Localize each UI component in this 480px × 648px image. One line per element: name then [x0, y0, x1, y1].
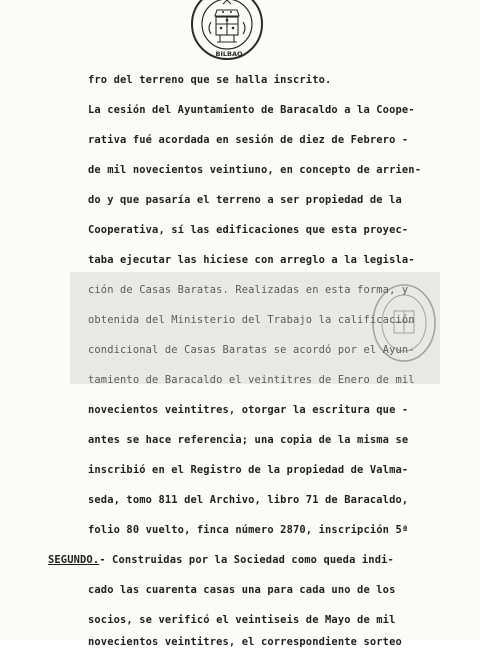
text-line: seda, tomo 811 del Archivo, libro 71 de Baracaldo, — [88, 494, 409, 506]
text-line: de mil novecientos veintiuno, en concepto de arrien- — [88, 164, 422, 176]
text-line: inscribió en el Registro de la propiedad de Valma- — [88, 464, 409, 476]
text-line: fro del terreno que se halla inscrito. — [88, 74, 332, 86]
text-line: condicional de Casas Baratas se acordó por el Ayun- — [88, 344, 415, 356]
text-line: novecientos veintitres, otorgar la escritura que - — [88, 404, 409, 416]
text-line: SEGUNDO.- Construidas por la Sociedad como queda indi- — [48, 554, 394, 566]
seal-text: BILBAO — [215, 50, 243, 58]
text-line: ción de Casas Baratas. Realizadas en esta forma, y — [88, 284, 409, 296]
text-line: Cooperativa, sí las edificaciones que esta proyec- — [88, 224, 409, 236]
text-line: folio 80 vuelto, finca número 2870, inscripción 5ª — [88, 524, 409, 536]
notary-seal-icon — [189, 0, 265, 62]
text-line: novecientos veintitres, el correspondiente sorteo — [88, 636, 402, 648]
text-line: antes se hace referencia; una copia de la misma se — [88, 434, 409, 446]
text-line: tamiento de Baracaldo el veintitres de Enero de mil — [88, 374, 415, 386]
section-label: SEGUNDO. — [48, 554, 100, 566]
text-line: socios, se verificó el veintiseis de Mayo de mil — [88, 614, 396, 626]
text-line: cado las cuarenta casas una para cada uno de los — [88, 584, 396, 596]
text-line: rativa fué acordada en sesión de diez de Febrero - — [88, 134, 409, 146]
text-line: do y que pasaría el terreno a ser propiedad de la — [88, 194, 402, 206]
text-line: taba ejecutar las hiciese con arreglo a la legisla- — [88, 254, 415, 266]
text-line: La cesión del Ayuntamiento de Baracaldo a la Coope- — [88, 104, 415, 116]
text-line: obtenida del Ministerio del Trabajo la calificación — [88, 314, 415, 326]
